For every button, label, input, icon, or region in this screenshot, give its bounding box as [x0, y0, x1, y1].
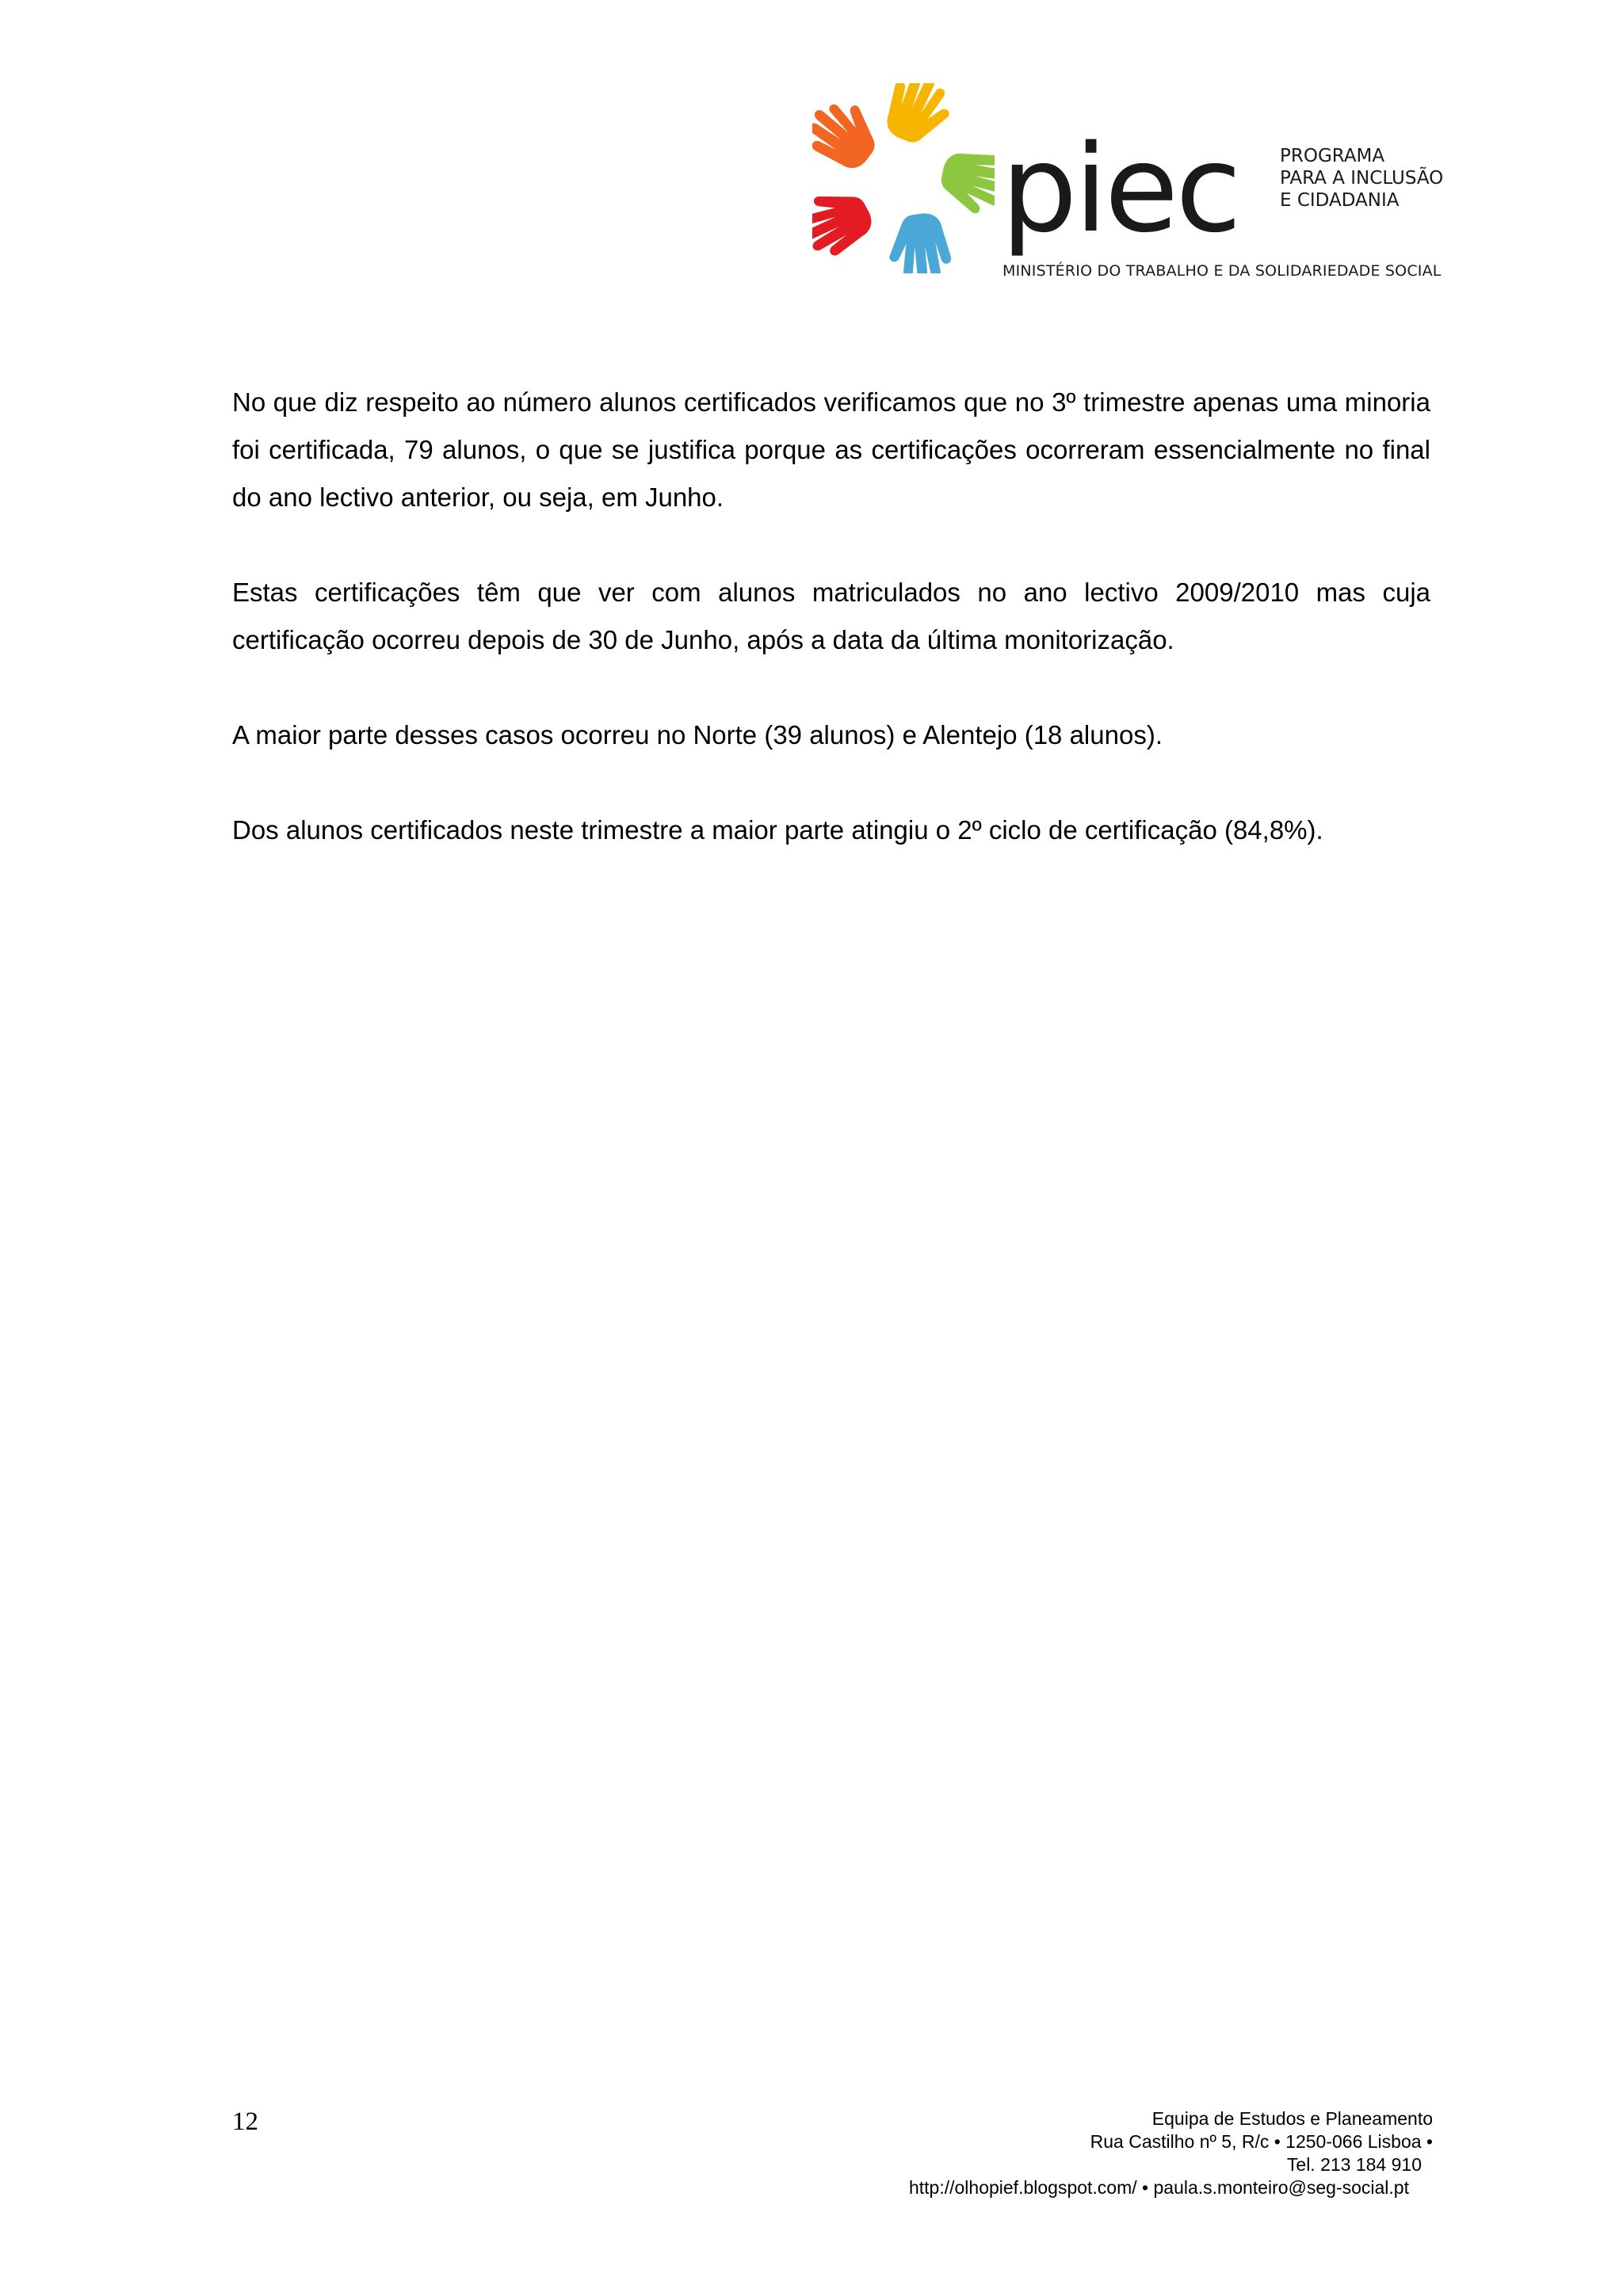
paragraph: Estas certificações têm que ver com alunos matriculados no ano lectivo 2009/2010 mas cuja certificação ocorreu depois de 30 de Junho, após a data da última monitorização. [232, 578, 1430, 654]
ministry-name: MINISTÉRIO DO TRABALHO E DA SOLIDARIEDADE SOCIAL [1002, 262, 1442, 280]
hand-icon [879, 83, 960, 151]
program-name [1280, 145, 1443, 212]
program-line: PARA A INCLUSÃO [1280, 168, 1444, 189]
paragraph: Dos alunos certificados neste trimestre a maior parte atingiu o 2º ciclo de certificação (84,8%). [232, 815, 1323, 845]
footer-phone: Tel. 213 184 910 [1286, 2154, 1422, 2175]
footer-contact [909, 2107, 1433, 2199]
hand-icon [883, 210, 955, 273]
page-number: 12 [232, 2107, 258, 2136]
hand-icon [937, 147, 995, 219]
footer-address: Rua Castilho nº 5, R/c • 1250-066 Lisboa • [1090, 2131, 1433, 2152]
piec-logo [812, 83, 1444, 289]
hand-icon [812, 89, 889, 178]
paragraph: No que diz respeito ao número alunos certificados verificamos que no 3º trimestre apenas uma minoria foi certificada, 79 alunos, o que se justifica porque as certificações ocorreram essencialmente no final do ano lectivo anterior, ou seja, em Junho. [232, 387, 1430, 512]
footer-web-email: http://olhopief.blogspot.com/ • paula.s.monteiro@seg-social.pt [908, 2177, 1409, 2198]
program-line: E CIDADANIA [1280, 190, 1400, 211]
program-line: PROGRAMA [1280, 146, 1385, 166]
logo-wordmark: piec [1001, 119, 1239, 259]
footer-team: Equipa de Estudos e Planeamento [1151, 2108, 1433, 2129]
paragraph: A maior parte desses casos ocorreu no Norte (39 alunos) e Alentejo (18 alunos). [232, 720, 1163, 749]
hand-icon [812, 178, 880, 265]
hands-logo-icon [812, 83, 995, 273]
body-text [232, 379, 1430, 902]
